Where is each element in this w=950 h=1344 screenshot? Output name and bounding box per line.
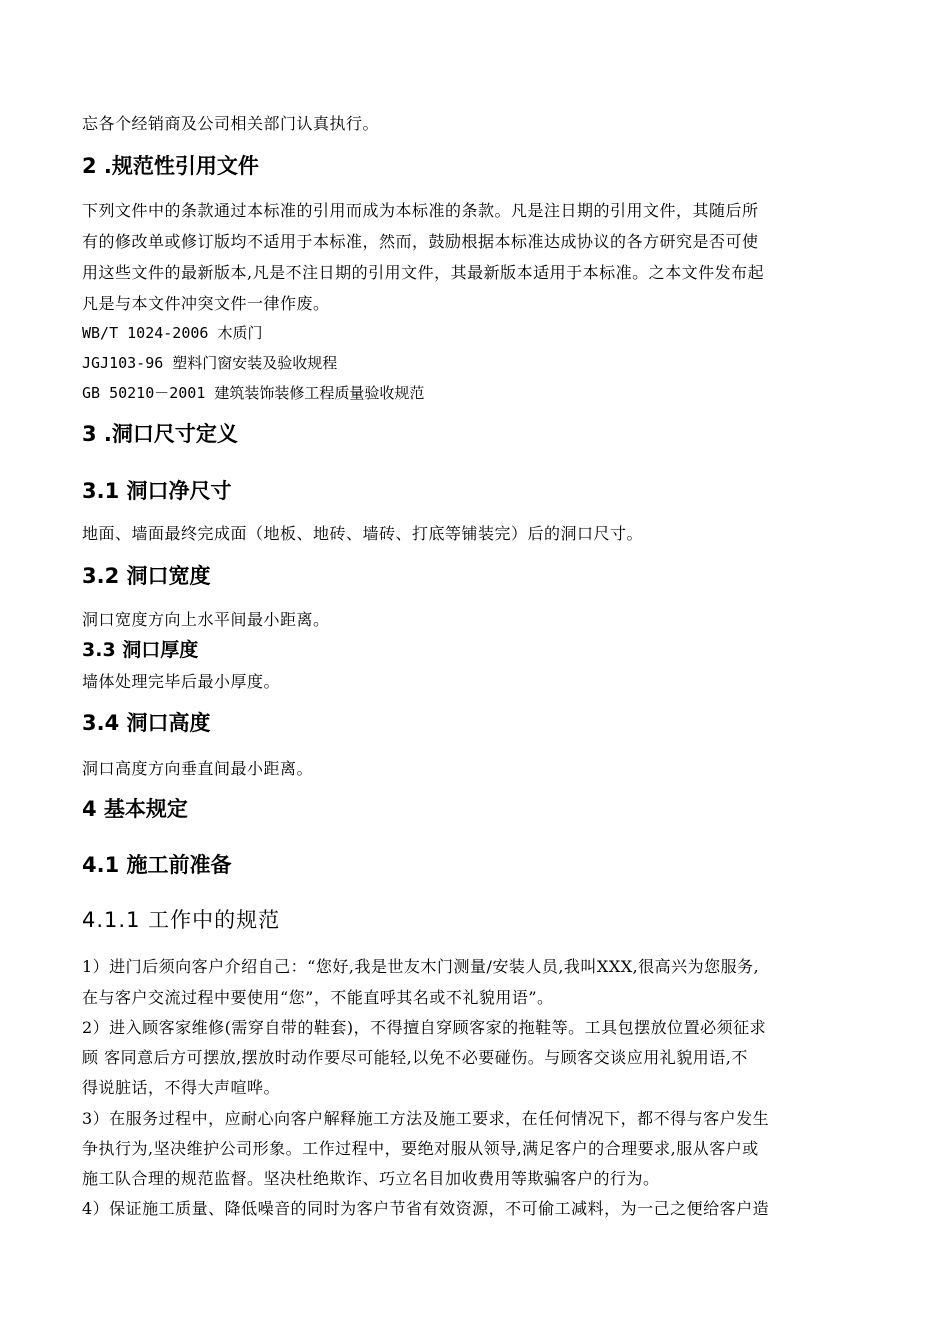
section-3-4-body: 洞口高度方向垂直间最小距离。 <box>82 759 314 778</box>
sec2-line-2: 有的修改单或修订版均不适用于本标准，然而，鼓励根据本标准达成协议的各方研究是否可使 <box>82 232 759 251</box>
sec2-line-4: 凡是与本文件冲突文件一律作废。 <box>82 294 330 313</box>
rule-line-7: 争执行为,坚决维护公司形象。工作过程中，要绝对服从领导,满足客户的合理要求,服从客户或 <box>82 1139 759 1158</box>
rule-line-3: 2）进入顾客家维修(需穿自带的鞋套)，不得擅自穿顾客家的拖鞋等。工具包摆放位置必须征求 <box>82 1018 767 1037</box>
reference-3: GB 50210－2001 建筑装饰装修工程质量验收规范 <box>82 384 425 402</box>
section-3-4-heading: 3.4 洞口高度 <box>82 711 211 735</box>
rule-line-6: 3）在服务过程中，应耐心向客户解释施工方法及施工要求，在任何情况下，都不得与客户发生 <box>82 1109 770 1128</box>
rule-line-8: 施工队合理的规范监督。坚决杜绝欺诈、巧立名目加收费用等欺骗客户的行为。 <box>82 1169 660 1188</box>
rule-line-5: 得说脏话，不得大声喧哗。 <box>82 1078 281 1097</box>
section-3-2-body: 洞口宽度方向上水平间最小距离。 <box>82 610 330 629</box>
rule-line-2: 在与客户交流过程中要使用“您”，不能直呼其名或不礼貌用语”。 <box>82 988 554 1007</box>
section-2-heading: 2 .规范性引用文件 <box>82 154 259 178</box>
rule-line-4: 顾 客同意后方可摆放,摆放时动作要尽可能轻,以免不必要碰伤。与顾客交谈应用礼貌用语,不 <box>82 1048 748 1067</box>
section-3-3-body: 墙体处理完毕后最小厚度。 <box>82 672 281 691</box>
section-3-2-heading: 3.2 洞口宽度 <box>82 564 211 588</box>
intro-paragraph: 忘各个经销商及公司相关部门认真执行。 <box>82 114 380 133</box>
sec2-line-1: 下列文件中的条款通过本标准的引用而成为本标准的条款。凡是注日期的引用文件，其随后所 <box>82 201 759 220</box>
sec2-line-3: 用这些文件的最新版本,凡是不注日期的引用文件，其最新版本适用于本标准。之本文件发布起 <box>82 263 765 282</box>
section-3-1-heading: 3.1 洞口净尺寸 <box>82 479 232 503</box>
section-3-3-heading: 3.3 洞口厚度 <box>82 639 199 661</box>
section-4-1-1-heading: 4.1.1 工作中的规范 <box>82 908 281 932</box>
section-3-heading: 3 .洞口尺寸定义 <box>82 422 238 446</box>
section-4-1-heading: 4.1 施工前准备 <box>82 853 232 877</box>
section-3-1-body: 地面、墙面最终完成面（地板、地砖、墙砖、打底等铺装完）后的洞口尺寸。 <box>82 524 644 543</box>
reference-1: WB/T 1024-2006 木质门 <box>82 324 263 342</box>
reference-2: JGJ103-96 塑料门窗安装及验收规程 <box>82 354 338 372</box>
rule-line-1: 1）进门后须向客户介绍自己：“您好,我是世友木门测量/安装人员,我叫XXX,很高兴为您服务, <box>82 957 760 976</box>
rule-line-9: 4）保证施工质量、降低噪音的同时为客户节省有效资源，不可偷工减料，为一己之便给客户造 <box>82 1199 770 1218</box>
section-4-heading: 4 基本规定 <box>82 797 188 821</box>
